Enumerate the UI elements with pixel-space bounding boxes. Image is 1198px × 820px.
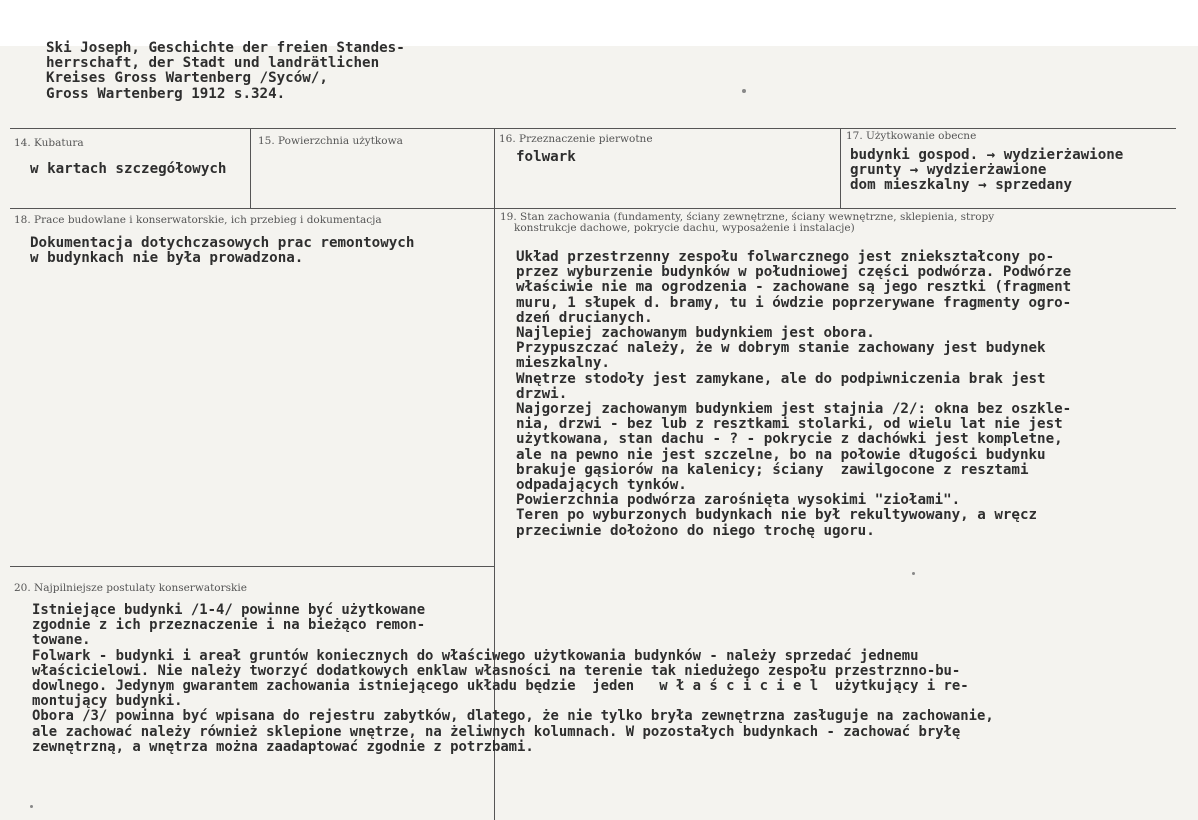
field-20-value bbox=[32, 603, 994, 755]
bibliography-text bbox=[46, 41, 405, 102]
text-line: ale zachować należy również sklepione wnętrze, na żeliwnych kolumnach. W pozostałych budynkach - zachować bryłę bbox=[32, 723, 961, 740]
text-line: Najgorzej zachowanym budynkiem jest stajnia /2/: okna bez oszkle- bbox=[516, 401, 1072, 418]
text-line: w budynkach nie była prowadzona. bbox=[30, 250, 304, 267]
text-line: dzeń drucianych. bbox=[516, 309, 653, 326]
text-line: budynki gospod. → wydzierżawione bbox=[850, 147, 1124, 163]
text-line: przeciwnie dołożono do niego trochę ugoru. bbox=[516, 522, 875, 539]
text-line: muru, 1 słupek d. bramy, tu i ówdzie poprzerywane fragmenty ogro- bbox=[516, 294, 1072, 311]
text-line: Obora /3/ powinna być wpisana do rejestru zabytków, dlatego, że nie tylko bryła zewnętrzna zasługuje na zachowanie, bbox=[32, 708, 994, 725]
text-line: Wnętrze stodoły jest zamykane, ale do podpiwniczenia brak jest bbox=[516, 370, 1046, 387]
paper-speck bbox=[912, 572, 915, 575]
text-line: towane. bbox=[32, 632, 91, 649]
text-line: Istniejące budynki /1-4/ powinne być użytkowane bbox=[32, 602, 426, 618]
field-15-label: 15. Powierzchnia użytkowa bbox=[258, 135, 403, 147]
text-line: Dokumentacja dotychczasowych prac remontowych bbox=[30, 235, 415, 251]
text-line: przez wyburzenie budynków w południowej części podwórza. Podwórze bbox=[516, 264, 1072, 281]
grid-line-v1 bbox=[250, 128, 251, 208]
field-14-label: 14. Kubatura bbox=[14, 137, 84, 149]
grid-line-v3 bbox=[840, 128, 841, 208]
bib-line: Ski Joseph, Geschichte der freien Standes- bbox=[46, 40, 405, 56]
text-line: mieszkalny. bbox=[516, 355, 610, 372]
text-line: Układ przestrzenny zespołu folwarcznego jest zniekształcony po- bbox=[516, 249, 1055, 265]
text-line: Powierzchnia podwórza zarośnięta wysokimi "ziołami". bbox=[516, 492, 961, 509]
paper-speck bbox=[30, 805, 33, 808]
field-19-label-line2: konstrukcje dachowe, pokrycie dachu, wyposażenie i instalacje) bbox=[514, 222, 855, 234]
grid-line-left-bottom bbox=[10, 566, 494, 567]
field-20-label: 20. Najpilniejsze postulaty konserwatorskie bbox=[14, 582, 247, 594]
grid-line-top bbox=[10, 128, 1176, 129]
text-line: brakuje gąsiorów na kalenicy; ściany zawilgocone z resztami bbox=[516, 461, 1029, 478]
text-line: drzwi. bbox=[516, 385, 568, 402]
text-line: właścicielowi. Nie należy tworzyć dodatkowych enklaw własności na terenie tak niedużego zespołu przestrznno-bu- bbox=[32, 662, 961, 679]
text-line: użytkowana, stan dachu - ? - pokrycie z dachówki jest kompletne, bbox=[516, 431, 1063, 448]
text-line: dowlnego. Jedynym gwarantem zachowania istniejącego układu będzie jeden w ł a ś c i c i e l użytkujący i re- bbox=[32, 678, 969, 695]
field-14-value: w kartach szczegółowych bbox=[30, 161, 227, 177]
text-line: zewnętrzną, a wnętrza można zaadaptować zgodnie z potrzbami. bbox=[32, 738, 534, 755]
grid-line-row2 bbox=[10, 208, 1176, 209]
text-line: nia, drzwi - bez lub z resztkami stolarki, od wielu lat nie jest bbox=[516, 416, 1063, 433]
bib-line: Kreises Gross Wartenberg /Syców/, bbox=[46, 70, 328, 87]
text-line: ale na pewno nie jest szczelne, bo na połowie długości budynku bbox=[516, 446, 1046, 463]
field-19-label-line1: 19. Stan zachowania (fundamenty, ściany zewnętrzne, ściany wewnętrzne, sklepienia, stropy bbox=[500, 211, 995, 223]
text-line: grunty → wydzierżawione bbox=[850, 162, 1047, 179]
field-17-label: 17. Użytkowanie obecne bbox=[846, 130, 977, 142]
text-line: Folwark - budynki i areał gruntów koniecznych do właściwego użytkowania budynków - należy sprzedać jednemu bbox=[32, 647, 919, 664]
text-line: montujący budynki. bbox=[32, 693, 183, 710]
text-line: Przypuszczać należy, że w dobrym stanie zachowany jest budynek bbox=[516, 340, 1046, 357]
field-18-label: 18. Prace budowlane i konserwatorskie, ich przebieg i dokumentacja bbox=[14, 214, 382, 226]
bib-line: Gross Wartenberg 1912 s.324. bbox=[46, 85, 286, 102]
text-line: Najlepiej zachowanym budynkiem jest obora. bbox=[516, 325, 875, 342]
text-line: zgodnie z ich przeznaczenie i na bieżąco remon- bbox=[32, 617, 426, 634]
text-line: odpadających tynków. bbox=[516, 477, 687, 494]
field-16-value: folwark bbox=[516, 149, 576, 165]
text-line: dom mieszkalny → sprzedany bbox=[850, 177, 1073, 194]
field-17-value bbox=[850, 148, 1123, 194]
field-19-value bbox=[516, 250, 1071, 539]
bib-line: herrschaft, der Stadt und landrätlichen bbox=[46, 55, 380, 72]
field-16-label: 16. Przeznaczenie pierwotne bbox=[499, 133, 653, 145]
field-18-value bbox=[30, 236, 414, 266]
text-line: właściwie nie ma ogrodzenia - zachowane są jego resztki (fragment bbox=[516, 279, 1072, 296]
paper-speck bbox=[742, 89, 746, 93]
text-line: Teren po wyburzonych budynkach nie był rekultywowany, a wręcz bbox=[516, 507, 1038, 524]
